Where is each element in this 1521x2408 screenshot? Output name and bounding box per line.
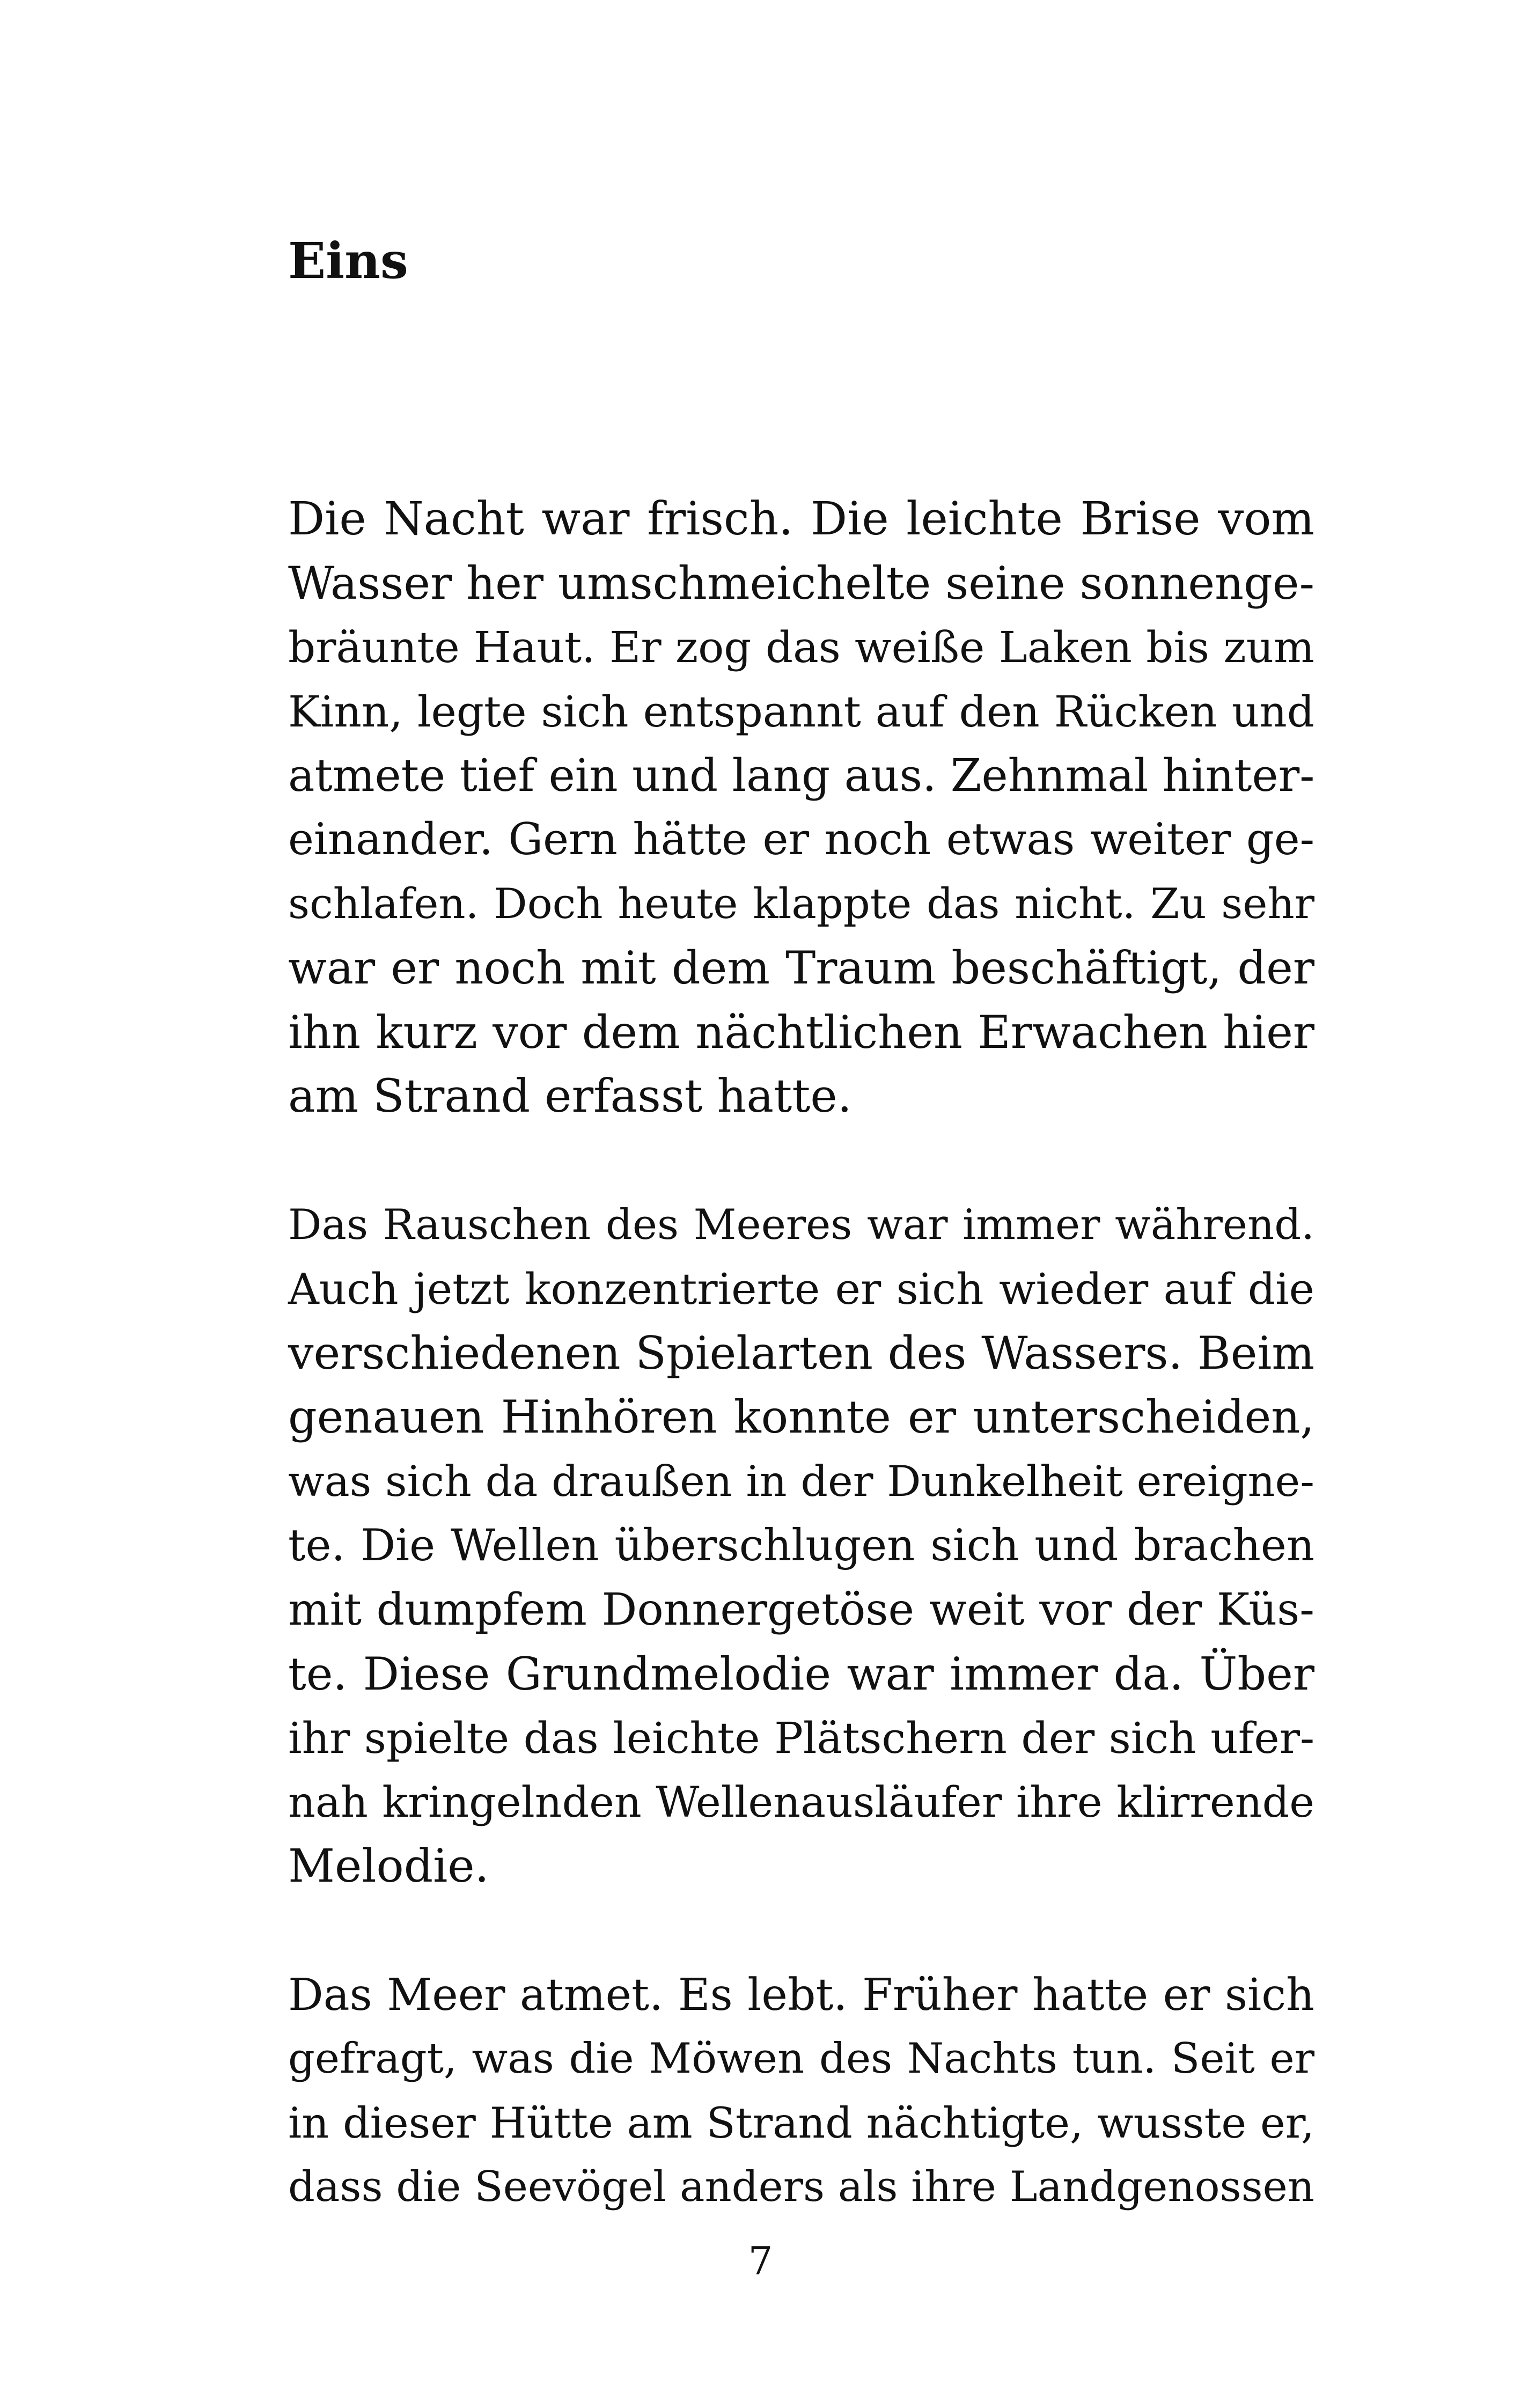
text-line: nah kringelnden Wellenausläufer ihre klirrende	[288, 1777, 1314, 1827]
text-line: Auch jetzt konzentrierte er sich wieder auf die	[288, 1264, 1314, 1315]
text-line: Melodie.	[288, 1840, 489, 1893]
text-line: in dieser Hütte am Strand nächtigte, wusste er,	[288, 2098, 1314, 2148]
paragraph-gap	[288, 1899, 1314, 1963]
text-line: Wasser her umschmeichelte seine sonnenge-	[288, 556, 1314, 610]
text-line: ihr spielte das leichte Plätschern der sich ufer-	[288, 1713, 1314, 1764]
text-line: Das Rauschen des Meeres war immer während.	[288, 1200, 1314, 1249]
text-line: am Strand erfasst hatte.	[288, 1070, 852, 1124]
text-line: verschiedenen Spielarten des Wassers. Beim	[288, 1326, 1314, 1379]
page-number: 7	[748, 2238, 773, 2284]
text-line: Das Meer atmet. Es lebt. Früher hatte er sich	[288, 1969, 1314, 2021]
text-line: Kinn, legte sich entspannt auf den Rücken und	[288, 686, 1314, 737]
text-line: dass die Seevögel anders als ihre Landgenossen	[288, 2163, 1314, 2212]
text-line: gefragt, was die Möwen des Nachts tun. Seit er	[288, 2035, 1314, 2083]
text-line: bräunte Haut. Er zog das weiße Laken bis zum	[288, 622, 1314, 673]
text-line: war er noch mit dem Traum beschäftigt, der	[288, 942, 1314, 995]
text-line: genauen Hinhören konnte er unterscheiden,	[288, 1391, 1314, 1444]
text-line: Die Nacht war frisch. Die leichte Brise vom	[288, 493, 1314, 546]
text-line: atmete tief ein und lang aus. Zehnmal hinter-	[288, 750, 1315, 802]
text-line: was sich da draußen in der Dunkelheit ereigne-	[288, 1456, 1314, 1506]
text-line: mit dumpfem Donnergetöse weit vor der Küs-	[288, 1584, 1314, 1636]
text-line: ihn kurz vor dem nächtlichen Erwachen hier	[288, 1005, 1314, 1059]
chapter-title: Eins	[288, 232, 408, 290]
text-line: schlafen. Doch heute klappte das nicht. Zu sehr	[288, 879, 1314, 928]
text-line: te. Die Wellen überschlugen sich und brachen	[288, 1520, 1314, 1571]
text-line: te. Diese Grundmelodie war immer da. Über	[288, 1647, 1314, 1700]
text-line: einander. Gern hätte er noch etwas weiter ge-	[288, 814, 1314, 865]
paragraph-gap	[288, 1129, 1314, 1193]
body-text	[288, 487, 1314, 2220]
